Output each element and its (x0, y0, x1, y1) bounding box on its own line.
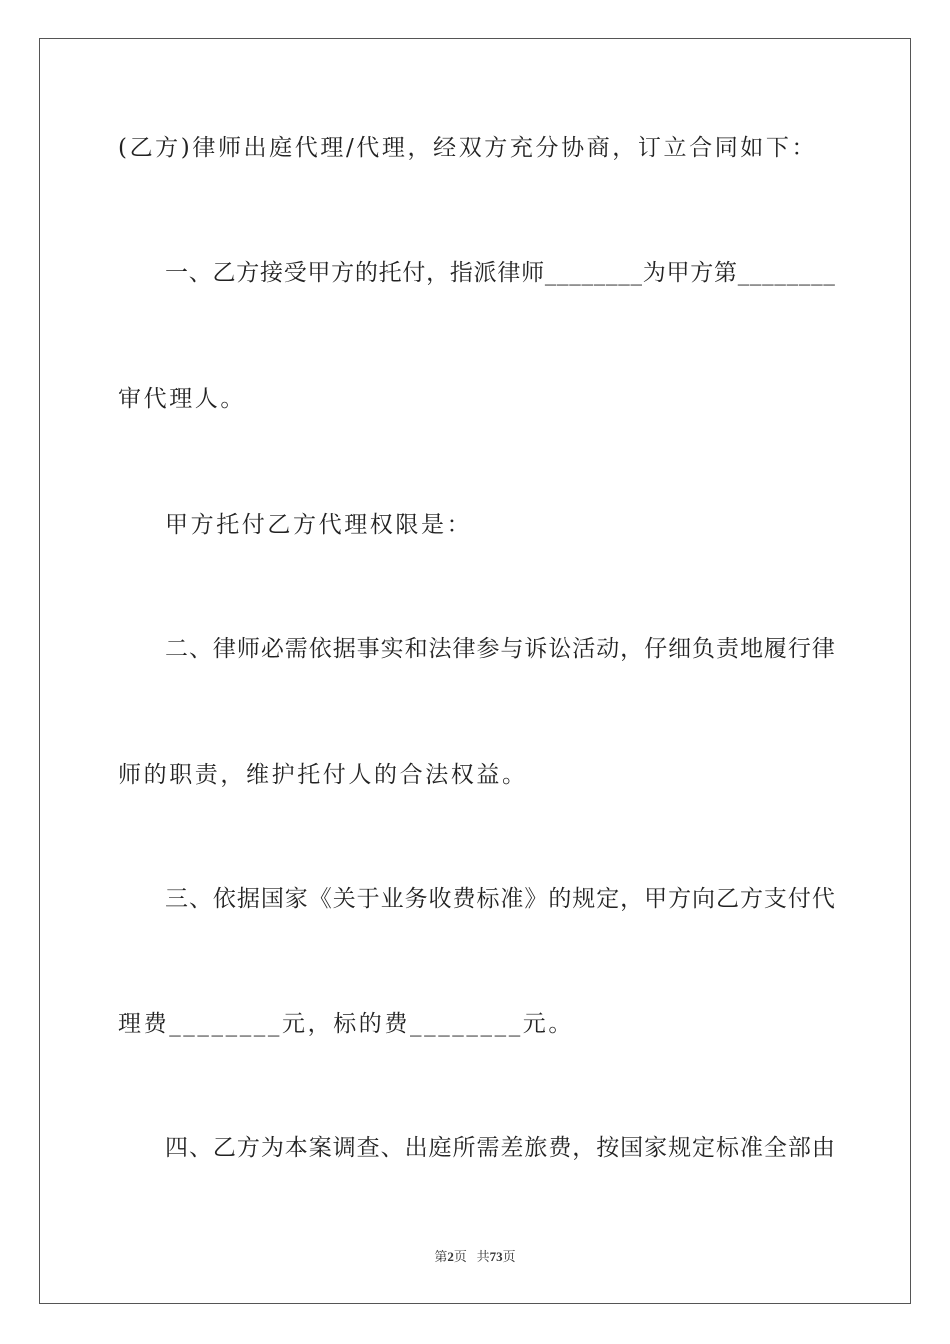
paragraph-line-4: 甲方托付乙方代理权限是： (165, 512, 473, 538)
paragraph-line-3: 审代理人。 (118, 386, 246, 412)
footer-page-prefix: 第 (434, 1249, 448, 1264)
page-footer (0, 1246, 950, 1265)
paragraph-line-6: 师的职责，维护托付人的合法权益。 (118, 762, 528, 788)
paragraph-line-2: 一、乙方接受甲方的托付，指派律师________为甲方第________ (165, 260, 836, 286)
footer-total-number: 73 (489, 1249, 503, 1264)
paragraph-line-8: 理费________元，标的费________元。 (118, 1011, 574, 1037)
paragraph-line-5: 二、律师必需依据事实和法律参与诉讼活动，仔细负责地履行律 (165, 636, 836, 662)
footer-total-prefix: 共 (476, 1249, 490, 1264)
paragraph-line-7: 三、依据国家《关于业务收费标准》的规定，甲方向乙方支付代 (165, 886, 836, 912)
footer-page-number: 2 (447, 1249, 454, 1264)
paragraph-line-9: 四、乙方为本案调查、出庭所需差旅费，按国家规定标准全部由 (165, 1135, 836, 1161)
footer-total-suffix: 页 (502, 1249, 516, 1264)
footer-page-suffix: 页 (453, 1249, 467, 1264)
paragraph-line-1: (乙方)律师出庭代理/代理，经双方充分协商，订立合同如下： (118, 135, 818, 161)
page-border (39, 38, 911, 1304)
